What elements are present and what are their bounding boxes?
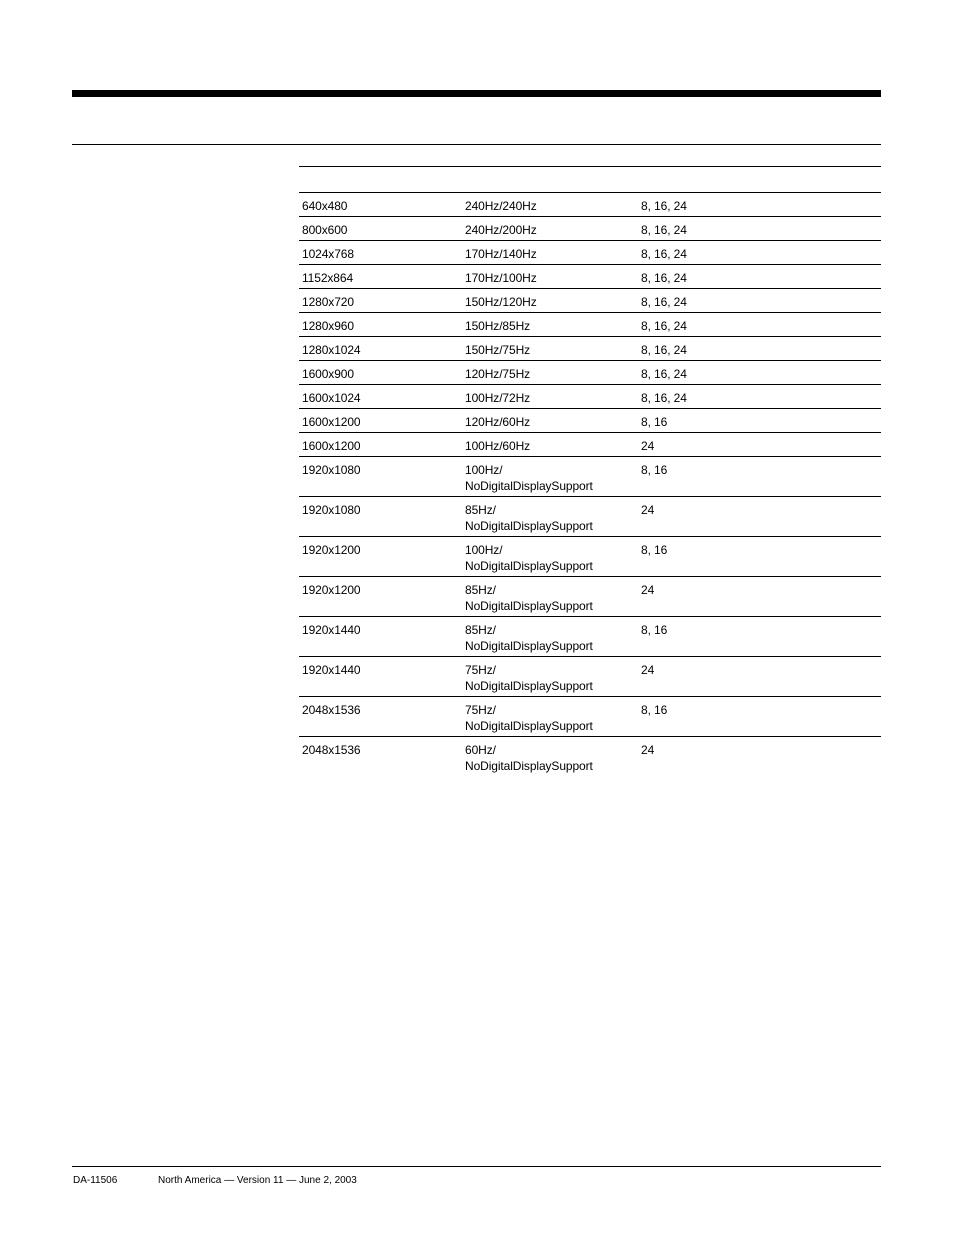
- cell-color-depth: 8, 16, 24: [638, 217, 881, 241]
- refresh-note: NoDigitalDisplaySupport: [465, 599, 593, 613]
- refresh-line: 100Hz/60Hz: [465, 439, 531, 453]
- cell-refresh: [462, 537, 638, 577]
- table-row: [299, 497, 881, 537]
- cell-refresh: [462, 617, 638, 657]
- table-row: [299, 737, 881, 777]
- cell-resolution: 1024x768: [299, 241, 462, 265]
- cell-resolution: 2048x1536: [302, 743, 361, 757]
- header-refresh: [462, 167, 638, 193]
- refresh-line: 170Hz/140Hz: [465, 247, 537, 261]
- cell-color-depth: 8, 16: [638, 457, 881, 497]
- refresh-note: NoDigitalDisplaySupport: [465, 639, 593, 653]
- cell-resolution: 1920x1200: [299, 537, 462, 577]
- cell-resolution: 1920x1440: [299, 657, 462, 697]
- cell-resolution: 800x600: [299, 217, 462, 241]
- refresh-note: NoDigitalDisplaySupport: [465, 519, 593, 533]
- cell-refresh: [462, 737, 638, 777]
- refresh-line: 120Hz/75Hz: [465, 367, 531, 381]
- refresh-line: 150Hz/75Hz: [465, 343, 531, 357]
- cell-resolution: 1280x720: [299, 289, 462, 313]
- cell-refresh: [462, 217, 638, 241]
- refresh-note: NoDigitalDisplaySupport: [465, 559, 593, 573]
- table-body: [299, 193, 881, 777]
- refresh-note: NoDigitalDisplaySupport: [465, 479, 593, 493]
- header-rule: [72, 144, 881, 145]
- cell-color-depth: 8, 16, 24: [638, 361, 881, 385]
- cell-resolution: 1920x1200: [299, 577, 462, 617]
- table-row: [299, 193, 881, 217]
- refresh-line: 85Hz/: [465, 583, 496, 597]
- cell-color-depth: 8, 16: [638, 409, 881, 433]
- cell-resolution: 1280x960: [299, 313, 462, 337]
- refresh-line: 170Hz/100Hz: [465, 271, 537, 285]
- cell-refresh: [462, 289, 638, 313]
- cell-refresh: [462, 385, 638, 409]
- cell-color-depth: 24: [638, 433, 881, 457]
- table-row: [299, 457, 881, 497]
- refresh-line: 150Hz/85Hz: [465, 319, 531, 333]
- table-row: [299, 577, 881, 617]
- table-row: [299, 657, 881, 697]
- refresh-line: 100Hz/: [465, 463, 503, 477]
- cell-color-depth: 24: [638, 497, 881, 537]
- refresh-note: NoDigitalDisplaySupport: [465, 719, 593, 733]
- cell-resolution: 1280x1024: [299, 337, 462, 361]
- cell-resolution: 640x480: [299, 193, 462, 217]
- cell-refresh: [462, 433, 638, 457]
- table-row: [299, 409, 881, 433]
- footer-doc-id: DA-11506: [73, 1175, 118, 1186]
- cell-resolution: 1152x864: [299, 265, 462, 289]
- refresh-note: NoDigitalDisplaySupport: [465, 679, 593, 693]
- refresh-line: 85Hz/: [465, 503, 496, 517]
- refresh-note: NoDigitalDisplaySupport: [465, 759, 593, 773]
- table-row: [299, 385, 881, 409]
- cell-resolution: 1920x1440: [299, 617, 462, 657]
- cell-color-depth: 8, 16: [638, 697, 881, 737]
- refresh-line: 150Hz/120Hz: [465, 295, 537, 309]
- cell-resolution: 1600x1200: [299, 409, 462, 433]
- cell-refresh: [462, 361, 638, 385]
- refresh-line: 240Hz/200Hz: [465, 223, 537, 237]
- cell-color-depth: 24: [638, 657, 881, 697]
- cell-color-depth: 8, 16, 24: [638, 265, 881, 289]
- table-row: [299, 241, 881, 265]
- refresh-line: 75Hz/: [465, 703, 496, 717]
- cell-color-depth: 8, 16, 24: [638, 241, 881, 265]
- cell-refresh: [462, 497, 638, 537]
- cell-color-depth: 8, 16, 24: [638, 289, 881, 313]
- cell-color-depth: 24: [638, 577, 881, 617]
- table-row: [299, 537, 881, 577]
- cell-color-depth: 24: [641, 743, 655, 757]
- table-row: [299, 361, 881, 385]
- header-color-depth: [638, 167, 881, 193]
- cell-color-depth: 8, 16: [638, 617, 881, 657]
- cell-refresh: [462, 577, 638, 617]
- refresh-line: 60Hz/: [465, 743, 496, 757]
- refresh-line: 100Hz/72Hz: [465, 391, 531, 405]
- header-resolution: [299, 167, 462, 193]
- table-row: [299, 697, 881, 737]
- table-row: [299, 617, 881, 657]
- mode-table-container: [299, 166, 881, 776]
- cell-color-depth: 8, 16, 24: [638, 313, 881, 337]
- cell-refresh: [462, 193, 638, 217]
- cell-refresh: [462, 337, 638, 361]
- footer-rule: [72, 1166, 881, 1167]
- cell-refresh: [462, 697, 638, 737]
- cell-refresh: [462, 313, 638, 337]
- cell-resolution: 1600x1200: [299, 433, 462, 457]
- refresh-line: 100Hz/: [465, 543, 503, 557]
- display-modes-table: [299, 166, 881, 776]
- table-row: [299, 337, 881, 361]
- cell-color-depth: 8, 16, 24: [638, 193, 881, 217]
- cell-resolution: 1920x1080: [299, 497, 462, 537]
- refresh-line: 240Hz/240Hz: [465, 199, 537, 213]
- cell-refresh: [462, 241, 638, 265]
- cell-refresh: [462, 657, 638, 697]
- cell-color-depth: 8, 16, 24: [638, 337, 881, 361]
- table-row: [299, 289, 881, 313]
- footer-version: North America — Version 11 — June 2, 2003: [158, 1175, 357, 1186]
- table-row: [299, 433, 881, 457]
- cell-resolution: 1920x1080: [299, 457, 462, 497]
- cell-color-depth: 8, 16, 24: [638, 385, 881, 409]
- table-header-row: [299, 167, 881, 193]
- cell-color-depth: 8, 16: [638, 537, 881, 577]
- cell-resolution: 1600x900: [299, 361, 462, 385]
- table-row: [299, 313, 881, 337]
- cell-refresh: [462, 265, 638, 289]
- refresh-line: 75Hz/: [465, 663, 496, 677]
- top-bar: [72, 90, 881, 97]
- table-row: [299, 265, 881, 289]
- cell-resolution: 2048x1536: [299, 697, 462, 737]
- table-row: [299, 217, 881, 241]
- cell-refresh: [462, 457, 638, 497]
- cell-refresh: [462, 409, 638, 433]
- refresh-line: 85Hz/: [465, 623, 496, 637]
- cell-resolution: 1600x1024: [299, 385, 462, 409]
- refresh-line: 120Hz/60Hz: [465, 415, 531, 429]
